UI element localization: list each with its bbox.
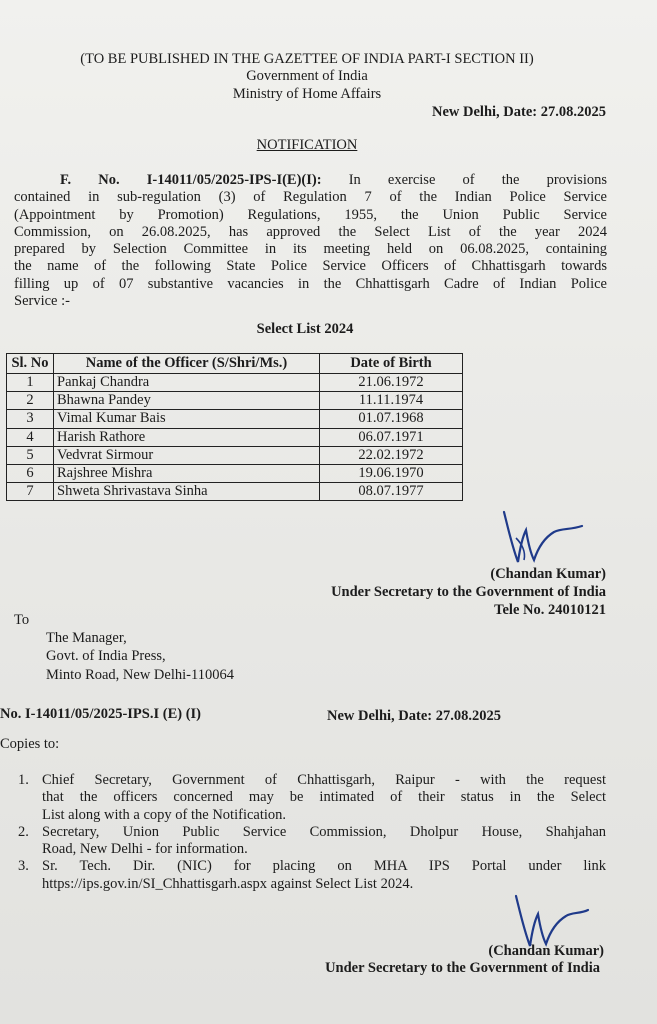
government-line: Government of India bbox=[246, 68, 368, 84]
address-line: The Manager, bbox=[46, 630, 127, 646]
signatory-designation-2: Under Secretary to the Government of India bbox=[325, 960, 600, 976]
paragraph-line: Commission, on 26.08.2025, has approved the Select List of the year 2024 bbox=[14, 223, 607, 240]
table-row: 4 Harish Rathore 06.07.1971 bbox=[7, 428, 463, 446]
table-row: 2 Bhawna Pandey 11.11.1974 bbox=[7, 392, 463, 410]
gazette-line: (TO BE PUBLISHED IN THE GAZETTEE OF INDIA PART-I SECTION II) bbox=[80, 51, 534, 67]
list-item: 1. Chief Secretary, Government of Chhattisgarh, Raipur - with the request that the officers concerned may be intimated of their status in the Select List along with a copy of the Notification. bbox=[18, 772, 606, 823]
paragraph-line: (Appointment by Promotion) Regulations, 1955, the Union Public Service bbox=[14, 206, 607, 223]
table-row: 3 Vimal Kumar Bais 01.07.1968 bbox=[7, 410, 463, 428]
address-line: Govt. of India Press, bbox=[46, 648, 166, 664]
paragraph-line: prepared by Selection Committee in its meeting held on 06.08.2025, containing bbox=[14, 241, 607, 258]
signatory-name-1: (Chandan Kumar) bbox=[490, 566, 606, 582]
notification-title: NOTIFICATION bbox=[256, 137, 358, 153]
select-list-title: Select List 2024 bbox=[256, 321, 354, 337]
table-row: 5 Vedvrat Sirmour 22.02.1972 bbox=[7, 446, 463, 464]
copy-file-number: No. I-14011/05/2025-IPS.I (E) (I) bbox=[0, 706, 201, 722]
table-row: 1 Pankaj Chandra 21.06.1972 bbox=[7, 374, 463, 392]
copies-to-label: Copies to: bbox=[0, 736, 60, 752]
paragraph-line-1: F. No. I-14011/05/2025-IPS-I(E)(I): In exercise of the provisions bbox=[60, 172, 607, 188]
column-header: Date of Birth bbox=[320, 354, 463, 374]
paragraph-line: filling up of 07 substantive vacancies in the Chhattisgarh Cadre of Indian Police bbox=[14, 275, 607, 292]
table-row: 6 Rajshree Mishra 19.06.1970 bbox=[7, 464, 463, 482]
to-label: To bbox=[14, 612, 30, 628]
list-item: 3. Sr. Tech. Dir. (NIC) for placing on MHA IPS Portal under link https://ips.gov.in/SI_Chhattisgarh.aspx against Select List 2024. bbox=[18, 858, 606, 892]
table-header-row bbox=[7, 354, 463, 374]
select-list-table bbox=[6, 353, 463, 501]
paragraph-line: the name of the following State Police Service Officers of Chhattisgarh towards bbox=[14, 258, 607, 275]
notification-paragraph bbox=[14, 172, 607, 310]
column-header: Name of the Officer (S/Shri/Ms.) bbox=[54, 354, 320, 374]
signatory-designation-1: Under Secretary to the Government of India bbox=[331, 584, 606, 600]
ministry-line: Ministry of Home Affairs bbox=[232, 86, 382, 102]
handwritten-signature-1 bbox=[496, 508, 586, 570]
signatory-name-2: (Chandan Kumar) bbox=[488, 943, 604, 959]
table-row: 7 Shweta Shrivastava Sinha 08.07.1977 bbox=[7, 483, 463, 501]
telephone-number: Tele No. 24010121 bbox=[494, 602, 606, 618]
column-header: Sl. No bbox=[7, 354, 54, 374]
copies-list bbox=[18, 772, 606, 893]
paragraph-line: contained in sub-regulation (3) of Regulation 7 of the Indian Police Service bbox=[14, 189, 607, 206]
address-line: Minto Road, New Delhi-110064 bbox=[46, 667, 234, 683]
copy-date: New Delhi, Date: 27.08.2025 bbox=[327, 708, 501, 724]
file-number: F. No. I-14011/05/2025-IPS-I(E)(I): bbox=[60, 172, 322, 188]
paragraph-line: Service :- bbox=[14, 293, 70, 310]
header-date: New Delhi, Date: 27.08.2025 bbox=[432, 104, 606, 120]
list-item: 2. Secretary, Union Public Service Commission, Dholpur House, Shahjahan Road, New Delhi - for information. bbox=[18, 823, 606, 858]
